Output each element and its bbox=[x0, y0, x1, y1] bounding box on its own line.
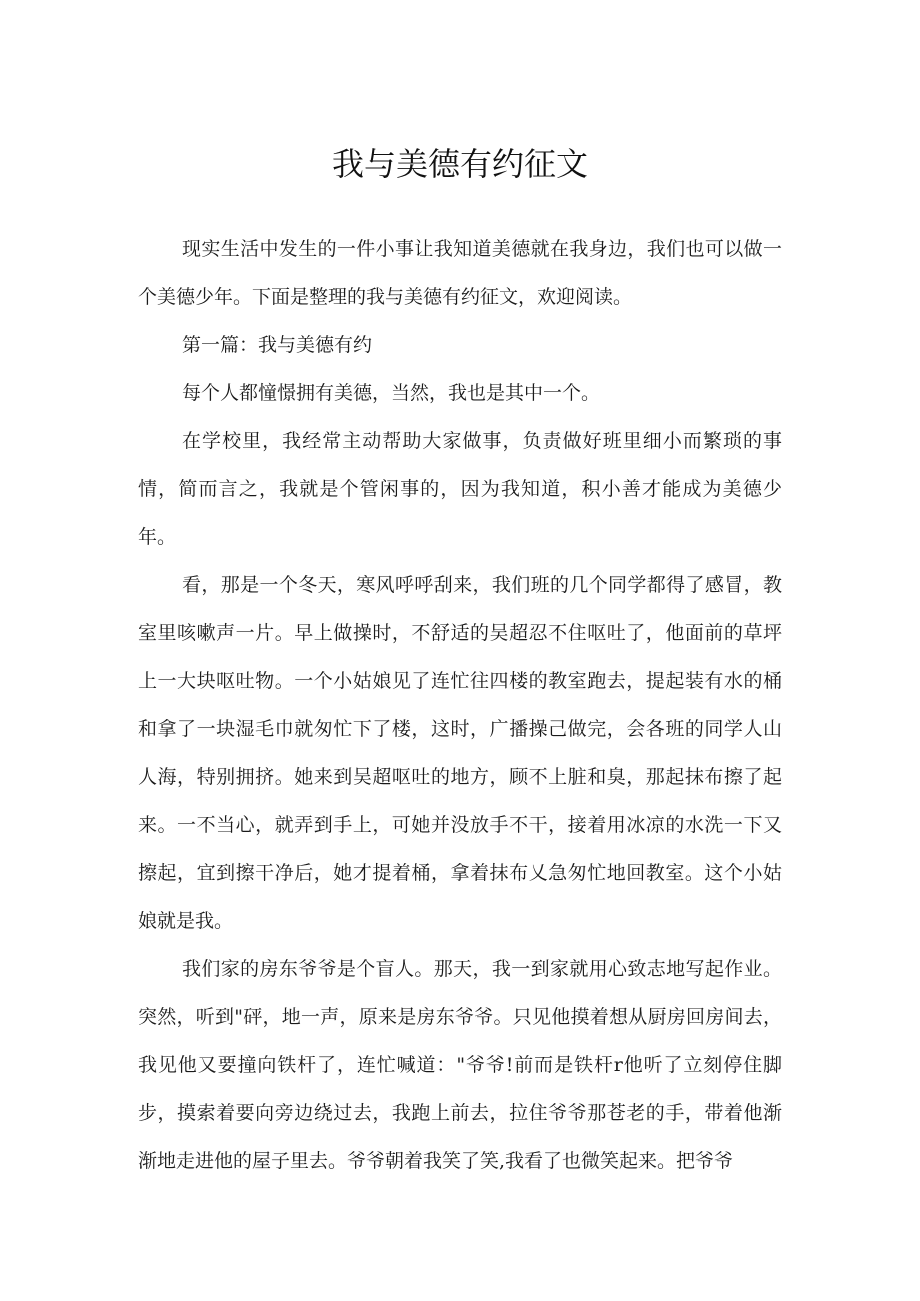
paragraph: 看，那是一个冬天，寒风呼呼刮来，我们班的几个同学都得了感冒，教室里咳嗽声一片。早上做操时，不舒适的吴超忍不住呕吐了，他面前的草坪上一大块呕吐物。一个小姑娘见了连忙往四楼的教室跑去，提起装有水的桶和拿了一块湿毛巾就匆忙下了楼，这时，广播操己做完，会各班的同学人山人海，特别拥挤。她来到吴超呕吐的地方，顾不上脏和臭，那起抹布擦了起来。一不当心，就弄到手上，可她并没放手不干，接着用冰凉的水洗一下又擦起，宜到擦干净后，她才提着桶，拿着抹布乂急匆忙地回教室。这个小姑娘就是我。 bbox=[138, 574, 782, 932]
paragraph: 每个人都憧憬拥有美德，当然，我也是其中一个。 bbox=[182, 382, 601, 404]
paragraph: 我们家的房东爷爷是个盲人。那天，我一到家就用心致志地写起作业。突然，听到"砰，地一声，原来是房东爷爷。只见他摸着想从厨房回房间去，我见他又要撞向铁杆了，连忙喊道："爷爷!前而是铁杆r他听了立刻停住脚步，摸索着要向旁边绕过去，我跑上前去，拉住爷爷那苍老的手，带着他渐渐地走进他的屋子里去。爷爷朝着我笑了笑,我看了也微笑起来。把爷爷 bbox=[138, 958, 782, 1172]
document-body bbox=[138, 225, 782, 1185]
paragraph-section-heading: 第一篇：我与美德有约 bbox=[182, 334, 373, 356]
paragraph-intro: 现实生活中发生的一件小事让我知道美德就在我身边，我们也可以做一个美德少年。下面是整理的我与美德有约征文，欢迎阅读。 bbox=[138, 238, 782, 308]
paragraph: 在学校里，我经常主动帮助大家做事，负责做好班里细小而繁琐的事情，简而言之，我就是个管闲事的，因为我知道，积小善才能成为美德少年。 bbox=[138, 430, 782, 548]
document-title: 我与美德有约征文 bbox=[331, 145, 588, 183]
